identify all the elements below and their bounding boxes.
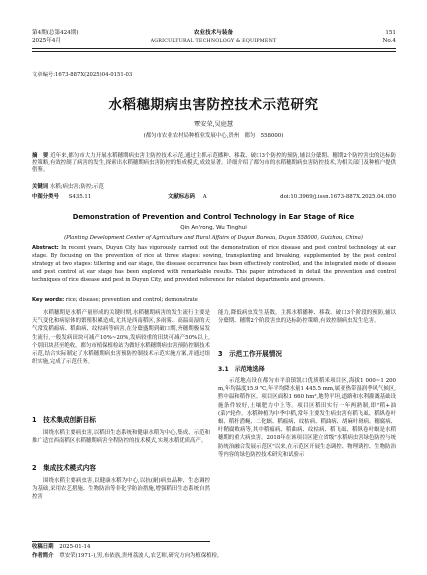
keywords-cn <box>32 184 396 191</box>
received-value: 2025-01-14 <box>59 544 91 550</box>
doi: doi:10.3969/j.issn.1673-887X.2025.04.050 <box>280 194 396 200</box>
header-rule-thin <box>32 51 396 52</box>
article-id: 文章编号:1673-887X(2025)04-0151-03 <box>32 72 133 78</box>
author-bio <box>32 553 396 560</box>
clc-label: 中图分类号 <box>32 194 59 200</box>
abstract-cn <box>32 153 396 175</box>
abstract-en-label: Abstract: <box>32 245 59 251</box>
received-date <box>32 544 90 551</box>
doc-code <box>168 194 207 201</box>
intro-paragraph: 水稻穗期是水稻产量形成的关键时期,水稻穗期病害的发生流行主要是天气变化和病原体的繁殖积累造成,尤其是西南稻区,多雨雾、高温高湿的天气常发稻瘟病、稻曲病、纹枯病等病害,在分蘖盛期到破口期,齐穗期极易发生流行,一般发病田块可减产10%~20%,发病较重的田块可减产50%以上,个别田块甚至绝收。都匀市植保植检站为做好水稻穗期病虫害预防控制技术示范,结合实际制定了水稻穗期病虫害预防控制技术示范实施方案,并通过组织实施,完成了示范任务。 <box>32 310 210 366</box>
footnote-rule <box>32 541 210 542</box>
issue-date: 2025年4月 <box>32 38 61 44</box>
doc-code-value: A <box>202 194 207 200</box>
clc-value: S435.11 <box>68 194 92 200</box>
authors-en: Qin An'rong, Wu Tinghui <box>180 225 247 231</box>
keywords-cn-text: 水稻;病虫害;防控;示范 <box>49 184 104 190</box>
section-3-heading: 3 示范工作开展情况 <box>218 350 282 358</box>
keywords-cn-label: 关键词 <box>32 184 49 190</box>
abstract-cn-label: 摘 要 <box>32 153 49 159</box>
page-title: 水稻穗期病虫害防控技术示范研究 <box>108 97 319 113</box>
page-number: 151 <box>385 30 396 36</box>
keywords-en-label: Key words: <box>32 297 65 303</box>
doc-code-label: 文献标志码 <box>168 194 195 200</box>
affiliation-en: (Planting Development Center of Agriculture and Rural Affairs of Duyun Bureau, Duyun 558000, Guizhou, China) <box>64 235 363 241</box>
received-label: 收稿日期 <box>32 544 54 550</box>
clc-code <box>32 194 91 201</box>
author-bio-text: 覃安荣(1971-),男,布依族,贵州荔波人,农艺师,研究方向为植保植检。 <box>59 553 223 559</box>
author-bio-label: 作者简介 <box>32 553 54 559</box>
issue-number: 第4期(总第424期) <box>32 30 79 36</box>
section-1-heading: 1 技术集成创新目标 <box>32 416 96 424</box>
header-rule <box>32 48 396 49</box>
section-2-heading: 2 集成技术模式内容 <box>32 464 96 472</box>
english-title: Demonstration of Prevention and Control Technology in Ear Stage of Rice <box>72 213 355 221</box>
keywords-en-text: rice; disease; prevention and control; demonstrate <box>65 297 198 303</box>
authors-cn: 覃安荣,吴庭慧 <box>193 121 234 128</box>
journal-title-en: AGRICULTURAL TECHNOLOGY & EQUIPMENT <box>150 39 277 44</box>
section-2-text: 围绕水稻主要病虫害,以健康水稻为中心,以抗(耐)病虫品种、生态调控为基础,采用农艺措施、生物防治等非化学防治措施,增强稻田生态系统自然控害 <box>32 478 210 501</box>
section-3-1-text: 示范地点设在都匀市平浪镇凯口优质稻米项目区,海拔1 000~1 200 m,年均温度15.9 ℃,年平均降水量1 445.5 mm,属亚热带湿润季风气候区,黔中温和稻作区。项目区面积1 660 hm²,地势平坦,道路和水利灌溉基础设施条件较好,土壤肥力中上等。项目区稻田实行一年两熟制,即"稻+油(菜)"轮作。水稻种植为中季中稻,常年主要发生病虫害有稻飞虱、稻纵卷叶螟、稻秆潜蝇、二化螟、稻瘟病、纹枯病、稻曲病、胡麻叶斑病、穗腐病、叶鞘腐败病等,其中稻瘟病、稻曲病、纹枯病、稻飞虱、稻纵卷叶螟是水稻穗期的重大病虫害。2018年在该项目区建立省级"水稻病虫害绿色防控与统防统治融合发展示范区"以来,在示范区开展生态调控、物理诱控、生物防治等内容的绿色防控技术研究和试验示 <box>218 378 396 458</box>
issue-en: No.4 <box>382 38 396 44</box>
right-top-paragraph: 能力,降低病虫发生基数。主抓水稻播种、移栽、破口3个阶段的预防,辅以分蘖期、穗期2个阶段害虫的达标防控策略,有效控制病虫发生危害。 <box>218 310 396 325</box>
keywords-en <box>32 297 396 305</box>
section-1-text: 围绕水稻主要病虫害,以稻田生态系统和健康水稻为中心,集成、示范和推广适宜西南稻区水稻穗期病害全程防控的技术模式,实现水稻优质高产。 <box>32 430 210 445</box>
abstract-cn-text: 近年来,都匀市大力开展水稻穗期病虫害主防控技术示范,通过主抓示范播种、移栽、破口3个防控的预防,辅以分蘖期、穗期2个防控害虫的达标防控策略,有效控制了病害的发生,探索出水稻穗期病虫害防控的集成模式,成效显著。详细介绍了都匀市的水稻穗期病虫害防控技术,为相关部门及种植户提供借鉴。 <box>32 153 396 174</box>
abstract-en <box>32 245 396 285</box>
abstract-en-text: In recent years, Duyun City has vigorously carried out the demonstration of rice disease and pest control technology at ear stage. By focusing on the prevention of rice at three stages: sowing, transplanting and breaking, supplemented by the pest control strategy at two stages: tillering and ear stage, the disease occurrence has been effectively controlled, and the integrated mode of disease and pest control at ear stage has been explored with remarkable results. This paper introduced in detail the prevention and control techniques of rice disease and pest in Duyun City, and provided reference for related departments and growers. <box>32 245 396 283</box>
section-3-1-heading: 3.1 示范地选择 <box>218 366 265 373</box>
journal-title-cn: 农业技术与装备 <box>193 30 234 36</box>
affiliation-cn: (都匀市农业农村局种植业发展中心,贵州 都匀 558000) <box>143 133 284 139</box>
